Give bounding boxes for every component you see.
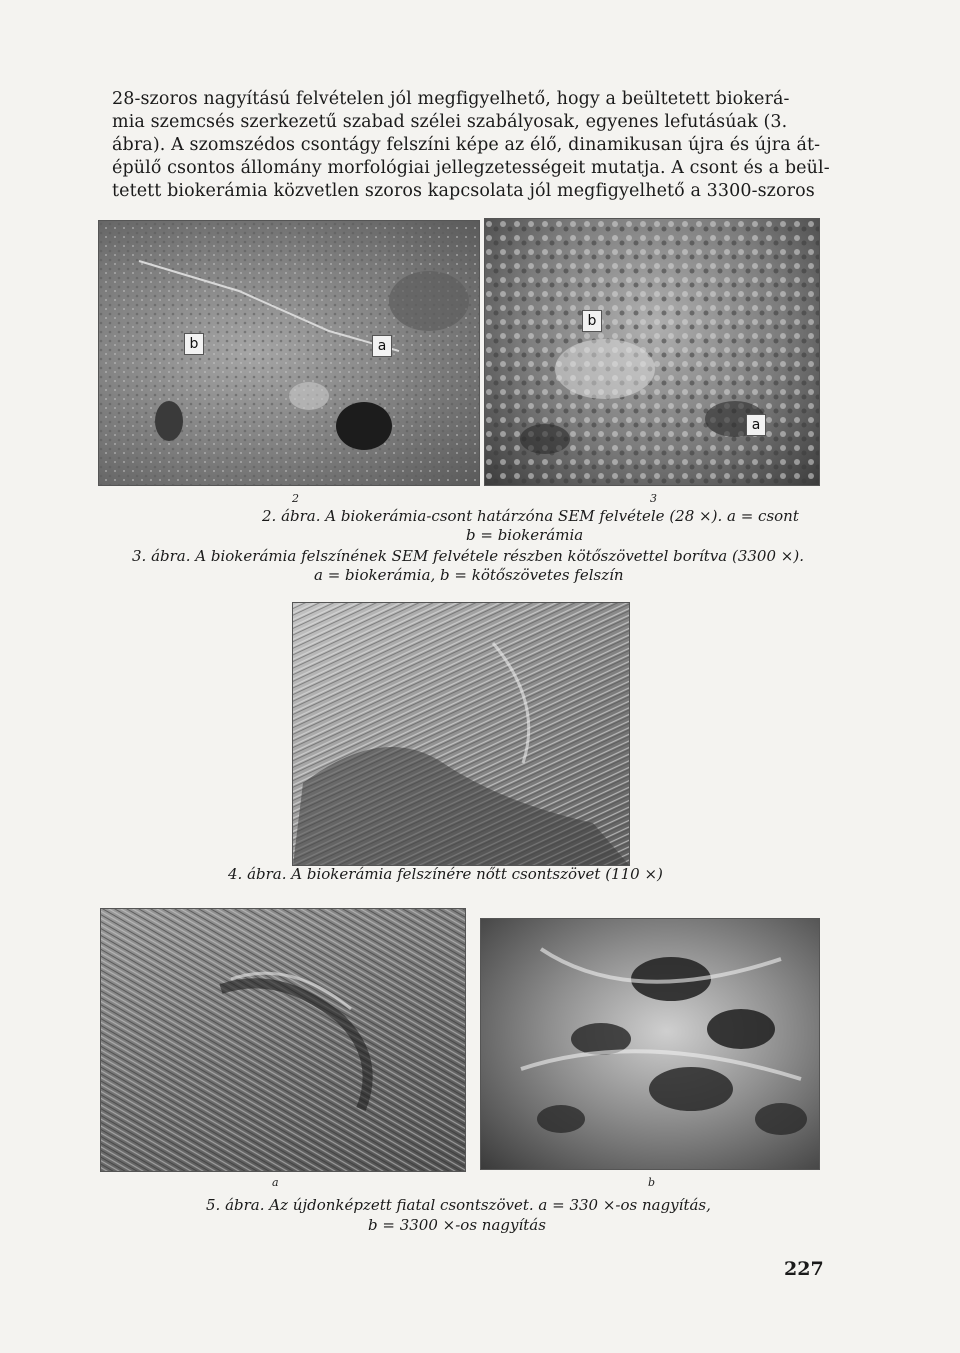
text-line: tetett biokerámia közvetlen szoros kapcsolata jól megfigyelhető a 3300-szoros [112,181,815,201]
text-line: ábra). A szomszédos csontágy felszíni képe az élő, dinamikusan újra és újra át- [112,135,821,155]
figure-2-caption: 2. ábra. A biokerámia-csont határzóna SEM felvétele (28 ×). a = csont [262,507,799,525]
text-line: mia szemcsés szerkezetű szabad szélei szabályosak, egyenes lefutásúak (3. [112,112,788,132]
text-line: épülő csontos állomány morfológiai jellegzetességeit mutatja. A csont és a beül- [112,158,830,178]
figure-3-marker-a: a [746,414,766,436]
figure-2-marker-b: b [184,333,204,355]
figure-5a-label: a [272,1176,279,1189]
figure-3-number: 3 [650,492,657,505]
figure-4-sem-photo [292,602,630,866]
text-line: 28-szoros nagyítású felvételen jól megfigyelhető, hogy a beültetett biokerá- [112,89,790,109]
figure-5b-label: b [648,1176,656,1189]
figure-5-caption-line2: b = 3300 ×-os nagyítás [368,1216,546,1234]
figure-3-sem-photo [484,218,820,486]
figure-4-caption: 4. ábra. A biokerámia felszínére nőtt csontszövet (110 ×) [228,865,663,883]
figure-5-caption: 5. ábra. Az újdonképzett fiatal csontszövet. a = 330 ×-os nagyítás, [206,1196,711,1214]
page-number: 227 [784,1258,824,1280]
figure-3-marker-b: b [582,310,602,332]
figure-3-caption-line2: a = biokerámia, b = kötőszövetes felszín [314,566,624,584]
figure-2-sem-photo [98,220,480,486]
figure-2-number: 2 [292,492,299,505]
body-paragraph [112,88,832,203]
figure-2-marker-a: a [372,335,392,357]
figure-5b-sem-photo [480,918,820,1170]
figure-5a-sem-photo [100,908,466,1172]
figure-3-caption: 3. ábra. A biokerámia felszínének SEM felvétele részben kötőszövettel borítva (3300 ×). [132,547,804,565]
figure-2-caption-line2: b = biokerámia [466,526,584,544]
